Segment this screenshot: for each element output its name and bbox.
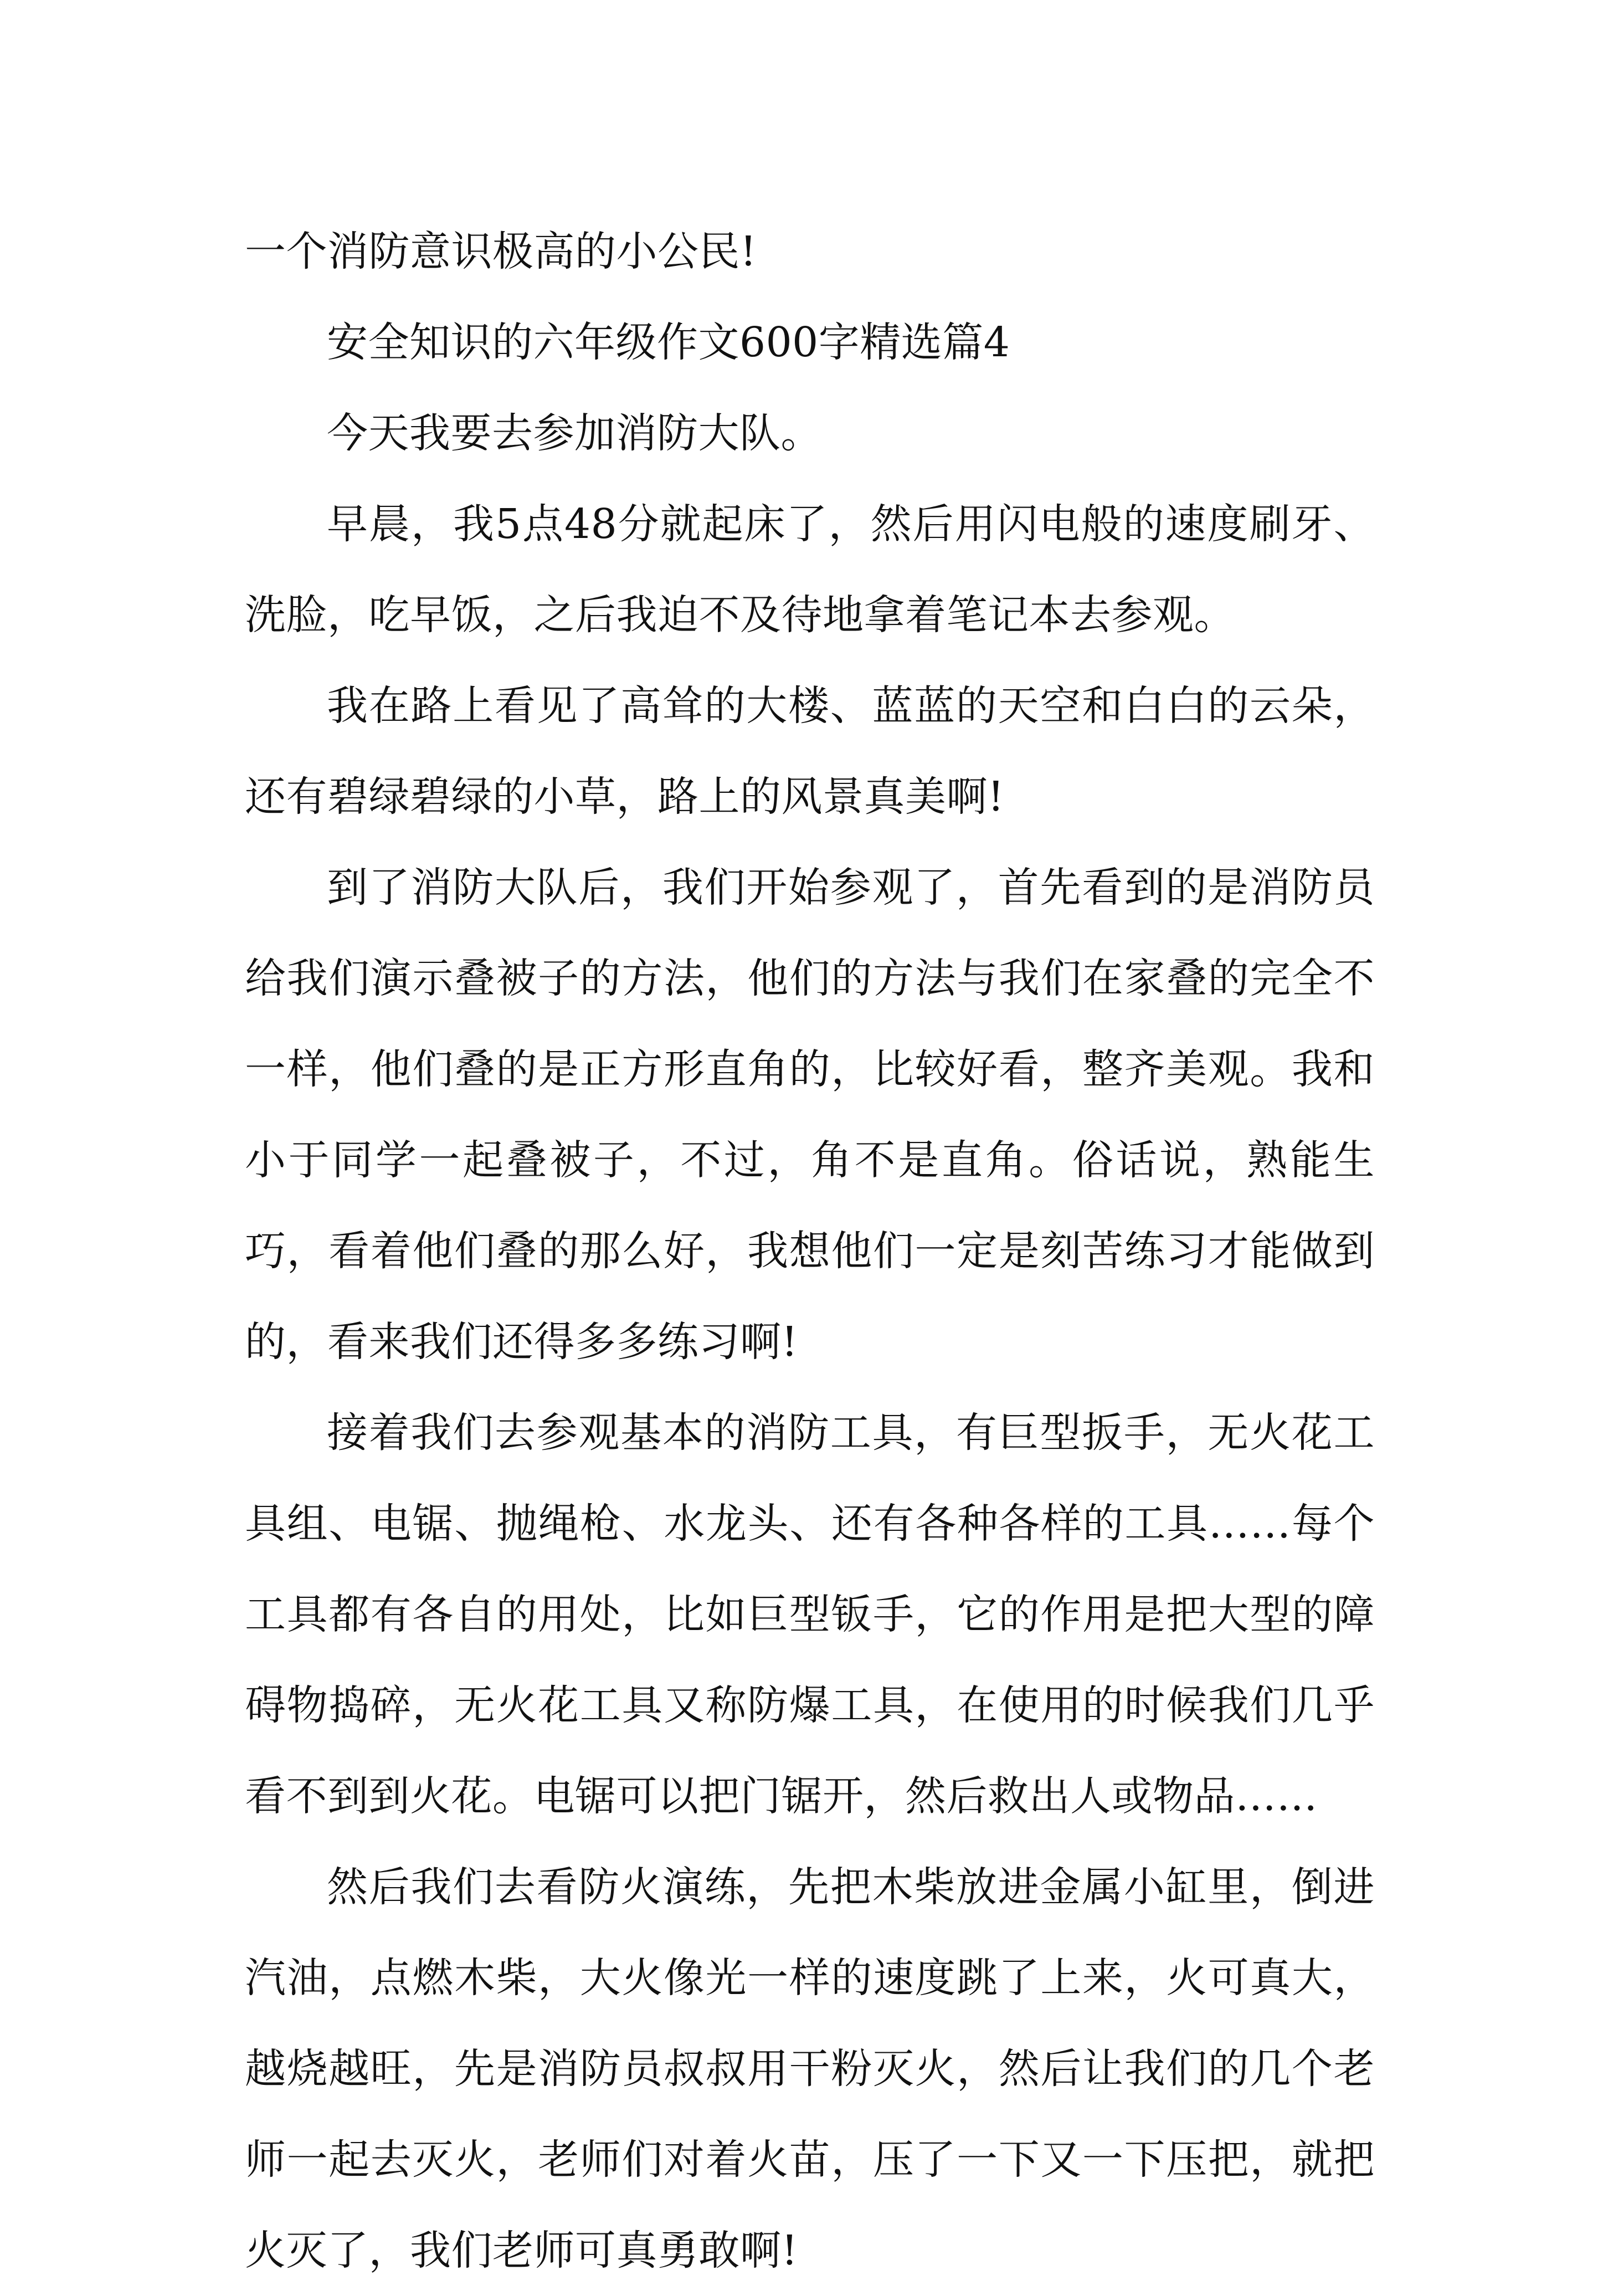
paragraph-2: 今天我要去参加消防大队。: [327, 409, 822, 457]
paragraph-5: 到了消防大队后，我们开始参观了，首先看到的是消防员给我们演示叠被子的方法，他们的方法与我们在家叠的完全不一样，他们叠的是正方形直角的，比较好看，整齐美观。我和小于同学一起叠被子，不过，角不是直角。俗话说，熟能生巧，看着他们叠的那么好，我想他们一定是刻苦练习才能做到的，看来我们还得多多练习啊!: [245, 864, 1375, 1366]
section-heading: 安全知识的六年级作文600字精选篇4: [327, 319, 1010, 366]
paragraph-4: 我在路上看见了高耸的大楼、蓝蓝的天空和白白的云朵，还有碧绿碧绿的小草，路上的风景真美啊!: [245, 682, 1375, 821]
paragraph-7: 然后我们去看防火演练，先把木柴放进金属小缸里，倒进汽油，点燃木柴，大火像光一样的速度跳了上来，火可真大，越烧越旺，先是消防员叔叔用干粉灭火，然后让我们的几个老师一起去灭火，老师们对着火苗，压了一下又一下压把，就把火灭了，我们老师可真勇敢啊!: [245, 1863, 1375, 2274]
paragraph-6: 接着我们去参观基本的消防工具，有巨型扳手，无火花工具组、电锯、抛绳枪、水龙头、还有各种各样的工具……每个工具都有各自的用处，比如巨型钣手，它的作用是把大型的障碍物捣碎，无火花工具又称防爆工具，在使用的时候我们几乎看不到到火花。电锯可以把门锯开，然后救出人或物品……: [245, 1409, 1375, 1820]
paragraph-3: 早晨，我5点48分就起床了，然后用闪电般的速度刷牙、洗脸，吃早饭，之后我迫不及待地拿着笔记本去参观。: [245, 500, 1375, 639]
body-text: [245, 206, 1375, 2296]
paragraph-1: 一个消防意识极高的小公民!: [245, 228, 757, 275]
